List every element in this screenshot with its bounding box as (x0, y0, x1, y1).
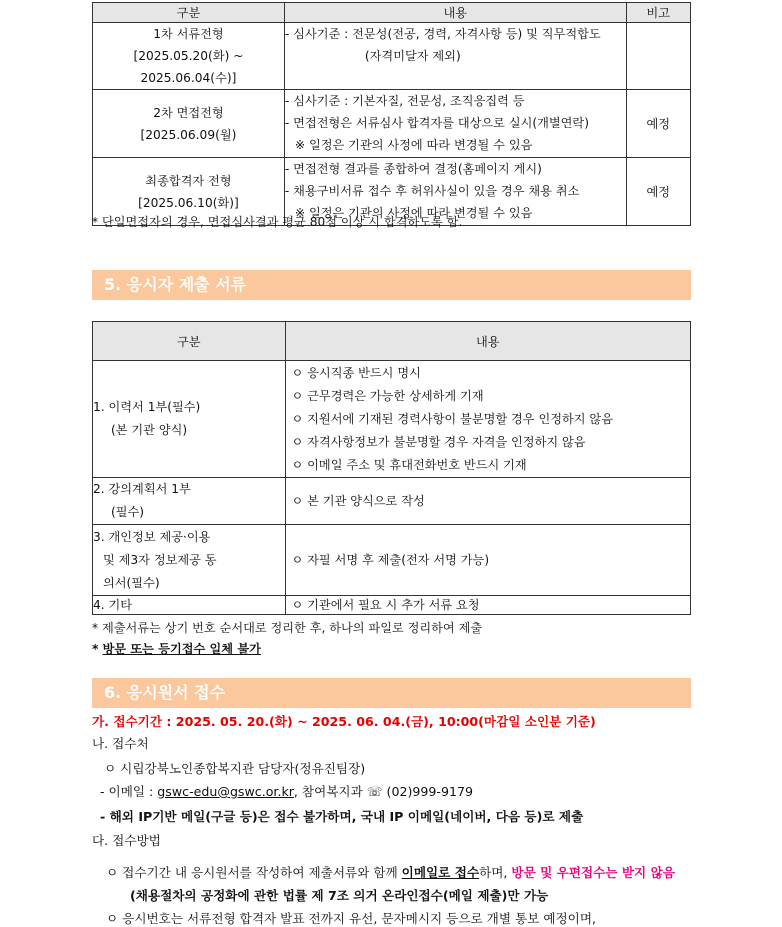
doc-name: 및 제3자 정보제공 동 (103, 552, 217, 567)
doc-name: (본 기관 양식) (111, 423, 188, 437)
doc-name: 3. 개인정보 제공·이용 (93, 529, 211, 544)
doc-cell (93, 361, 286, 478)
content-line: ㅇ 지원서에 기재된 경력사항이 불분명할 경우 인정하지 않음 (291, 411, 613, 426)
method-text: 하며, (479, 865, 512, 880)
section-6-title: 6. 응시원서 접수 (104, 683, 226, 702)
method-no-visit-emphasis: 방문 및 우편접수는 받지 않음 (511, 865, 675, 880)
doc-name: 의서(필수) (103, 575, 160, 590)
remark-cell: 예정 (626, 90, 690, 158)
header-remark: 비고 (626, 3, 690, 23)
header-content: 내용 (285, 322, 690, 361)
section-6-header (92, 678, 691, 708)
content-line: ㅇ 기관에서 필요 시 추가 서류 요청 (291, 598, 480, 612)
documents-table (92, 321, 691, 615)
table-row (93, 596, 691, 615)
table-row (93, 361, 691, 478)
header-category: 구분 (93, 322, 286, 361)
stage-date: [2025.06.10(화)] (138, 195, 239, 210)
content-cell (285, 361, 690, 478)
stage-date: [2025.06.09(월) (140, 127, 237, 142)
doc-name: 4. 기타 (93, 598, 133, 612)
method-line-2: (채용절차의 공정화에 관한 법률 제 7조 의거 온라인접수(메일 제출)만 가능 (130, 888, 549, 903)
content-line: ㅇ 근무경력은 가능한 상세하게 기재 (291, 388, 484, 403)
place-detail: ㅇ 시립강북노인종합복지관 담당자(정유진팀장) (104, 761, 366, 776)
table1-footnote: * 단일면접자의 경우, 면접심사결과 평균 80점 이상 시 합격하도록 함. (92, 215, 463, 229)
table2-footnote: * 제출서류는 상기 번호 순서대로 정리한 후, 하나의 파일로 정리하여 제출 (92, 621, 483, 635)
stage-date: [2025.05.20(화) ~ 2025.06.04(수)] (133, 49, 244, 85)
phone-number: (02)999-9179 (386, 784, 474, 799)
table-row (93, 23, 691, 90)
place-heading: 나. 접수처 (92, 736, 149, 751)
stage-name: 최종합격자 전형 (145, 173, 232, 188)
doc-cell (93, 478, 286, 525)
content-cell (285, 525, 690, 596)
selection-table (92, 2, 691, 226)
stage-cell (93, 23, 285, 90)
email-link[interactable]: gswc-edu@gswc.or.kr (157, 784, 294, 799)
method-email-emphasis: 이메일로 접수 (401, 865, 480, 880)
footnote-underlined: 방문 또는 등기접수 일체 불가 (102, 642, 261, 656)
header-category: 구분 (93, 3, 285, 23)
content-line: - 면접전형은 서류심사 합격자를 대상으로 실시(개별연락) (284, 116, 589, 130)
doc-name: (필수) (111, 505, 145, 519)
table2-footnote-bold (92, 640, 261, 657)
method-line-3: ㅇ 응시번호는 서류전형 합격자 발표 전까지 유선, 문자메시지 등으로 개별 통보 예정이며, (106, 911, 597, 926)
doc-cell (93, 596, 286, 615)
content-line: ㅇ 자필 서명 후 제출(전자 서명 가능) (291, 552, 490, 567)
table-row (93, 478, 691, 525)
content-line: ㅇ 응시직종 반드시 명시 (291, 365, 421, 380)
email-suffix: , 참여복지과 (293, 784, 367, 799)
content-line: (자격미달자 제외) (364, 49, 461, 63)
method-heading: 다. 접수방법 (92, 833, 161, 848)
content-line: ㅇ 이메일 주소 및 휴대전화번호 반드시 기재 (291, 457, 527, 472)
stage-cell (93, 90, 285, 158)
content-line: ㅇ 자격사항정보가 불분명할 경우 자격을 인정하지 않음 (291, 434, 586, 449)
ip-note: - 해외 IP기반 메일(구글 등)은 접수 불가하며, 국내 IP 이메일(네이버, 다음 등)로 제출 (100, 809, 584, 824)
doc-name: 2. 강의계획서 1부 (93, 482, 191, 496)
content-line: ㅇ 본 기관 양식으로 작성 (291, 493, 425, 508)
method-line-1 (106, 862, 675, 881)
table-row (93, 90, 691, 158)
application-period: 가. 접수기간 : 2025. 05. 20.(화) ~ 2025. 06. 04.(금), 10:00(마감일 소인분 기준) (92, 714, 596, 729)
content-line: - 심사기준 : 전문성(전공, 경력, 자격사항 등) 및 직무적합도 (284, 27, 601, 41)
doc-cell (93, 525, 286, 596)
table-row (93, 525, 691, 596)
section-5-header (92, 270, 691, 300)
content-line: ※ 일정은 기관의 사정에 따라 변경될 수 있음 (294, 206, 533, 220)
email-prefix: - 이메일 : (100, 784, 158, 799)
content-line: - 채용구비서류 접수 후 허위사실이 있을 경우 채용 취소 (284, 184, 580, 198)
header-content: 내용 (284, 3, 626, 23)
table-header-row (93, 322, 691, 361)
content-cell (285, 478, 690, 525)
content-cell (284, 23, 626, 90)
method-text: ㅇ 접수기간 내 응시원서를 작성하여 제출서류와 함께 (106, 865, 402, 880)
email-line (100, 781, 473, 800)
doc-name: 1. 이력서 1부(필수) (93, 400, 201, 414)
section-5-title: 5. 응시자 제출 서류 (104, 275, 247, 294)
content-cell (284, 90, 626, 158)
stage-name: 2차 면접전형 (153, 105, 224, 120)
remark-cell: 예정 (626, 158, 690, 226)
stage-name: 1차 서류전형 (153, 27, 224, 41)
remark-cell (626, 23, 690, 90)
phone-icon: ☏ (366, 784, 383, 799)
content-line: - 면접전형 결과를 종합하여 결정(홈페이지 게시) (284, 162, 542, 176)
content-line: ※ 일정은 기관의 사정에 따라 변경될 수 있음 (294, 138, 533, 152)
content-line: - 심사기준 : 기본자질, 전문성, 조직응집력 등 (284, 94, 525, 108)
footnote-prefix: * (92, 642, 103, 656)
table-header-row (93, 3, 691, 23)
content-cell (285, 596, 690, 615)
